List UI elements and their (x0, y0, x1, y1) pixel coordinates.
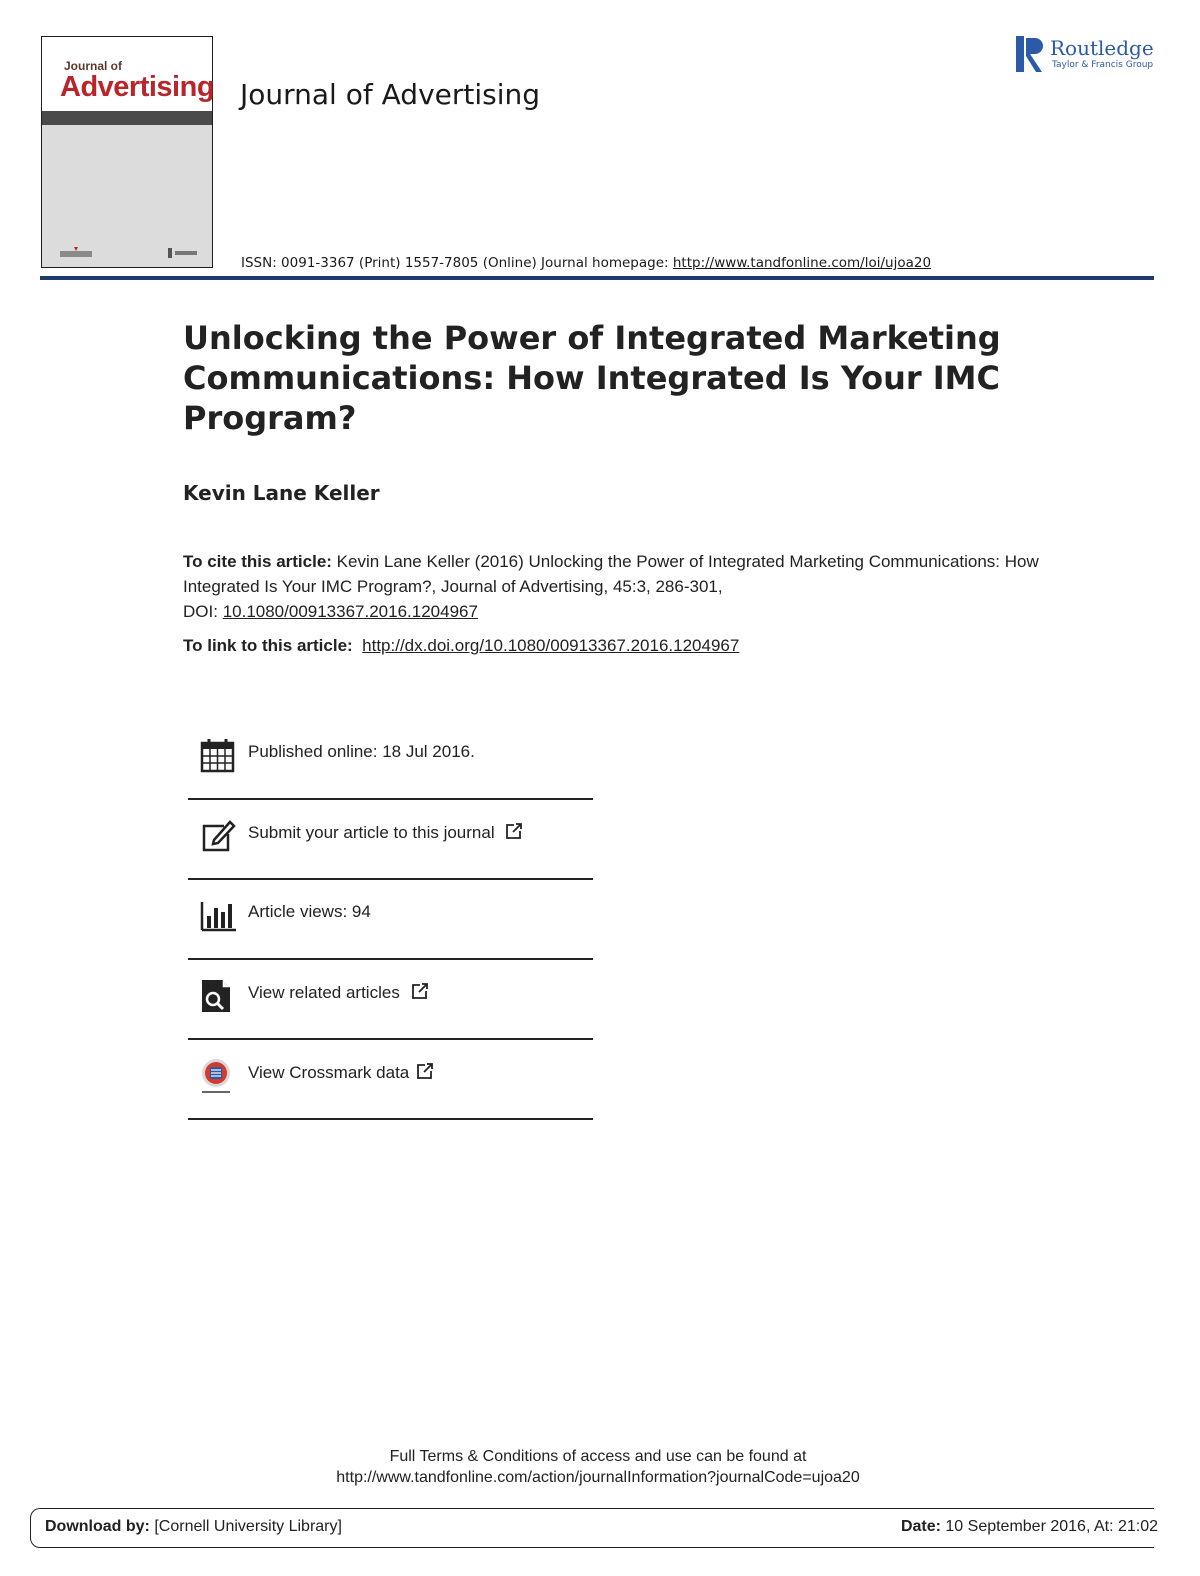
external-link-icon (411, 982, 429, 1000)
terms-line1: Full Terms & Conditions of access and use can be found at (389, 1448, 807, 1465)
document-search-icon (200, 978, 236, 1014)
article-views: Article views: 94 (248, 902, 371, 921)
publisher-logo (1016, 34, 1156, 76)
download-by-value: [Cornell University Library] (149, 1518, 342, 1535)
external-link-icon (505, 822, 523, 840)
crossmark-data-link[interactable]: View Crossmark data (248, 1063, 410, 1082)
article-link-line (183, 636, 739, 656)
cover-title-line1: Journal of (64, 59, 123, 73)
calendar-icon (200, 738, 236, 774)
article-link-label: To link to this article: (183, 636, 353, 655)
article-link-url[interactable]: http://dx.doi.org/10.1080/00913367.2016.1204967 (362, 636, 740, 655)
published-date: Published online: 18 Jul 2016. (248, 742, 475, 761)
submit-item[interactable] (188, 800, 593, 880)
cover-band (42, 111, 212, 125)
header-rule (40, 276, 1154, 280)
submit-text-wrap (248, 822, 523, 843)
terms-url[interactable]: http://www.tandfonline.com/action/journalInformation?journalCode=ujoa20 (336, 1469, 860, 1486)
related-text-wrap (248, 982, 429, 1003)
views-item (188, 880, 593, 960)
publisher-subtitle: Taylor & Francis Group (1052, 60, 1154, 70)
download-footer (30, 1508, 1158, 1548)
publisher-name: Routledge (1050, 36, 1154, 60)
issn-line (241, 255, 931, 271)
doi-label: DOI: (183, 602, 218, 621)
download-by-label: Download by: (45, 1518, 150, 1535)
doi-link[interactable]: 10.1080/00913367.2016.1204967 (222, 602, 478, 621)
cover-title-line2: Advertising (60, 71, 215, 103)
crossmark-icon (200, 1058, 236, 1094)
article-title: Unlocking the Power of Integrated Marketing Communications: How Integrated Is Your IMC Program? (183, 319, 1001, 437)
terms-block (0, 1446, 1196, 1488)
cover-publisher-logo (168, 247, 198, 259)
citation-text: Kevin Lane Keller (2016) Unlocking the Power of Integrated Marketing Communications: How Integrated Is Your IMC Program?, Journal of Advertising, 45:3, 286-301, (183, 552, 1039, 596)
submit-article-link[interactable]: Submit your article to this journal (248, 823, 495, 842)
download-date (901, 1518, 1158, 1536)
published-item (188, 720, 593, 800)
download-date-label: Date: (900, 1518, 941, 1535)
issn-text: ISSN: 0091-3367 (Print) 1557-7805 (Online) Journal homepage: (241, 255, 673, 271)
citation-label: To cite this article: (183, 552, 332, 571)
article-info-list (188, 720, 593, 1120)
journal-cover (41, 36, 213, 268)
cover-society-logo (60, 247, 92, 259)
related-articles-link[interactable]: View related articles (248, 983, 400, 1002)
external-link-icon (416, 1062, 434, 1080)
crossmark-item[interactable] (188, 1040, 593, 1120)
download-by (45, 1518, 342, 1536)
download-date-value: 10 September 2016, At: 21:02 (940, 1518, 1158, 1535)
related-item[interactable] (188, 960, 593, 1040)
journal-homepage-link[interactable]: http://www.tandfonline.com/loi/ujoa20 (672, 255, 932, 271)
edit-icon (200, 818, 236, 854)
citation (183, 549, 1083, 624)
crossmark-text-wrap (248, 1062, 434, 1083)
routledge-r-icon (1016, 34, 1046, 74)
article-author: Kevin Lane Keller (183, 481, 380, 505)
journal-name: Journal of Advertising (240, 78, 541, 111)
bar-chart-icon (200, 898, 236, 934)
